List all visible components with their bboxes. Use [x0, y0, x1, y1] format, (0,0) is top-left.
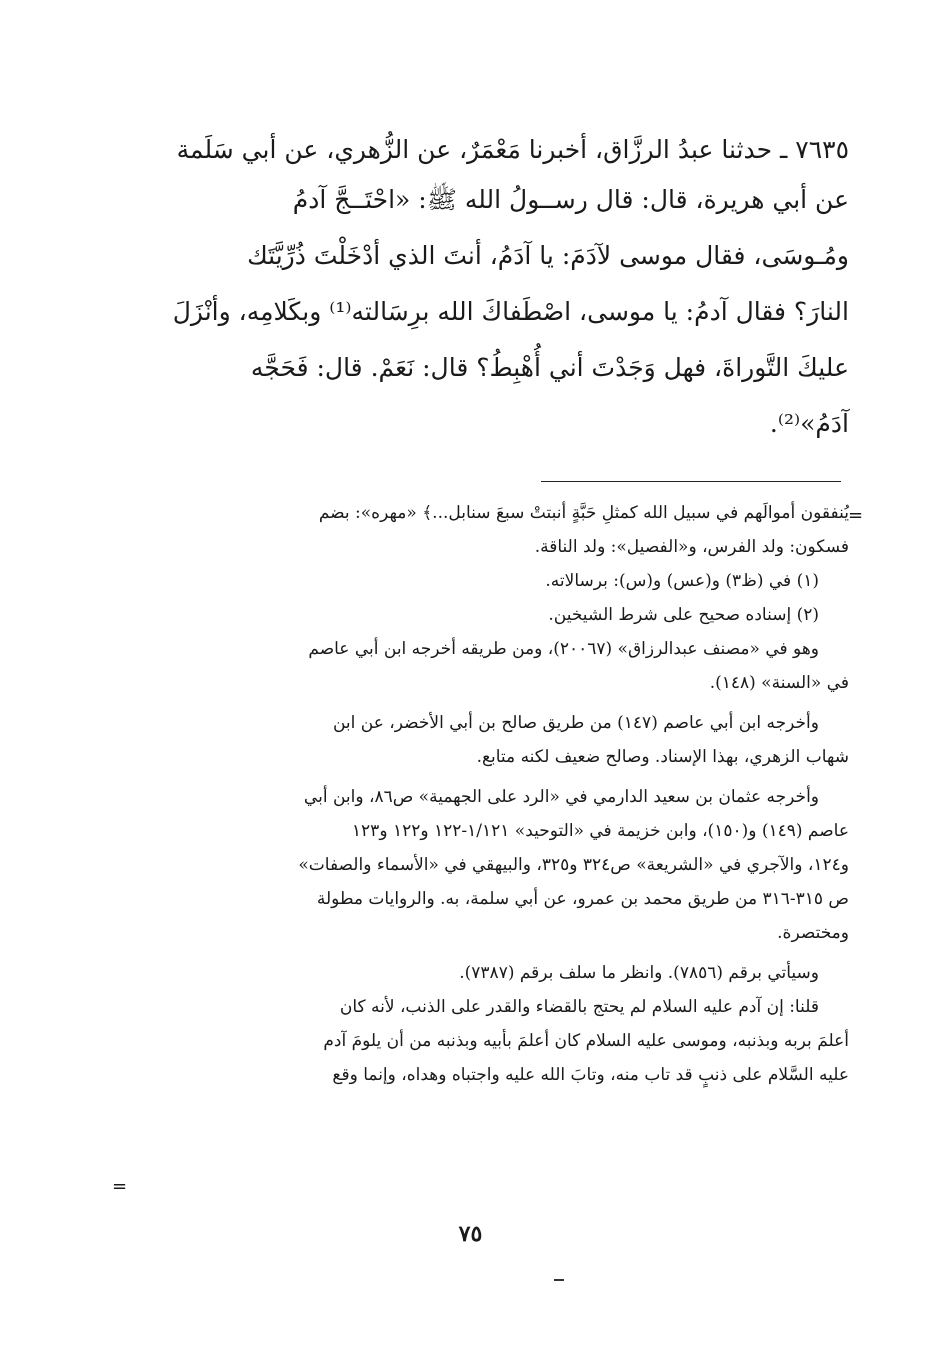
hadith-line: ٧٦٣٥ ـ حدثنا عبدُ الرزَّاق، أخبرنا مَعْمَرٌ، عن الزُّهري، عن أبي سَلَمة [176, 135, 849, 164]
footnote-line: ومختصرة. [777, 923, 849, 943]
continuation-mark-bottom: = [112, 1176, 128, 1197]
footnote-line: وأخرجه ابن أبي عاصم (١٤٧) من طريق صالح بن أبي الأخضر، عن ابن [332, 713, 819, 733]
page-bottom-dash [554, 1279, 564, 1281]
hadith-line: ومُـوسَى، فقال موسى لآدَمَ: يا آدَمُ، أنتَ الذي أدْخَلْتَ ذُرِّيَّتَك [247, 241, 849, 270]
footnote-line: يُنفقون أموالَهم في سبيل الله كمثلِ حَبَّةٍ أنبتتْ سبعَ سنابل...﴾ «مهره»: بضم [318, 503, 849, 523]
hadith-line: آدَمُ»⁽²⁾. [769, 409, 849, 438]
footnote-separator [541, 481, 841, 482]
footnote-line: عاصم (١٤٩) و(١٥٠)، وابن خزيمة في «التوحيد» ١/١٢١-١٢٢ و١٢٢ و١٢٣ [351, 821, 849, 841]
footnote-line: (٢) إسناده صحيح على شرط الشيخين. [548, 605, 819, 625]
hadith-line: عليكَ التَّوراةَ، فهل وَجَدْتَ أني أُهْبِطُ؟ قال: نَعَمْ. قال: فَحَجَّه [250, 353, 849, 382]
footnote-line: عليه السَّلام على ذنبٍ قد تاب منه، وتابَ الله عليه واجتباه وهداه، وإنما وقع [332, 1065, 849, 1085]
footnote-line: فسكون: ولد الفرس، و«الفصيل»: ولد الناقة. [534, 537, 849, 557]
footnote-line: في «السنة» (١٤٨). [709, 673, 849, 693]
footnote-line: شهاب الزهري، بهذا الإسناد. وصالح ضعيف لكنه متابع. [476, 747, 849, 767]
continuation-mark-top: = [848, 505, 864, 526]
footnote-line: ص ٣١٥-٣١٦ من طريق محمد بن عمرو، عن أبي سلمة، به. والروايات مطولة [316, 889, 849, 909]
footnote-line: (١) في (ظ٣) و(عس) و(س): برسالاته. [545, 571, 819, 591]
footnote-line: و١٢٤، والآجري في «الشريعة» ص٣٢٤ و٣٢٥، والبيهقي في «الأسماء والصفات» [298, 855, 849, 875]
page-number: ٧٥ [458, 1221, 483, 1247]
hadith-text [99, 128, 849, 452]
hadith-line: النارَ؟ فقال آدمُ: يا موسى، اصْطَفاكَ الله برِسَالته⁽¹⁾ وبكَلامِه، وأنْزَلَ [172, 297, 849, 326]
footnotes [94, 496, 849, 1092]
footnote-line: وهو في «مصنف عبدالرزاق» (٢٠٠٦٧)، ومن طريقه أخرجه ابن أبي عاصم [308, 639, 819, 659]
footnote-line: وأخرجه عثمان بن سعيد الدارمي في «الرد على الجهمية» ص٨٦، وابن أبي [303, 787, 819, 807]
footnote-line: وسيأتي برقم (٧٨٥٦). وانظر ما سلف برقم (٧٣٨٧). [459, 963, 819, 983]
footnote-line: أعلمَ بربه وبذنبه، وموسى عليه السلام كان أعلمَ بأبيه وبذنبه من أن يلومَ آدم [323, 1031, 849, 1051]
hadith-line: عن أبي هريرة، قال: قال رســولُ الله ﷺ: «احْتَــجَّ آدمُ [292, 185, 849, 214]
footnote-line: قلنا: إن آدم عليه السلام لم يحتج بالقضاء والقدر على الذنب، لأنه كان [339, 997, 819, 1017]
